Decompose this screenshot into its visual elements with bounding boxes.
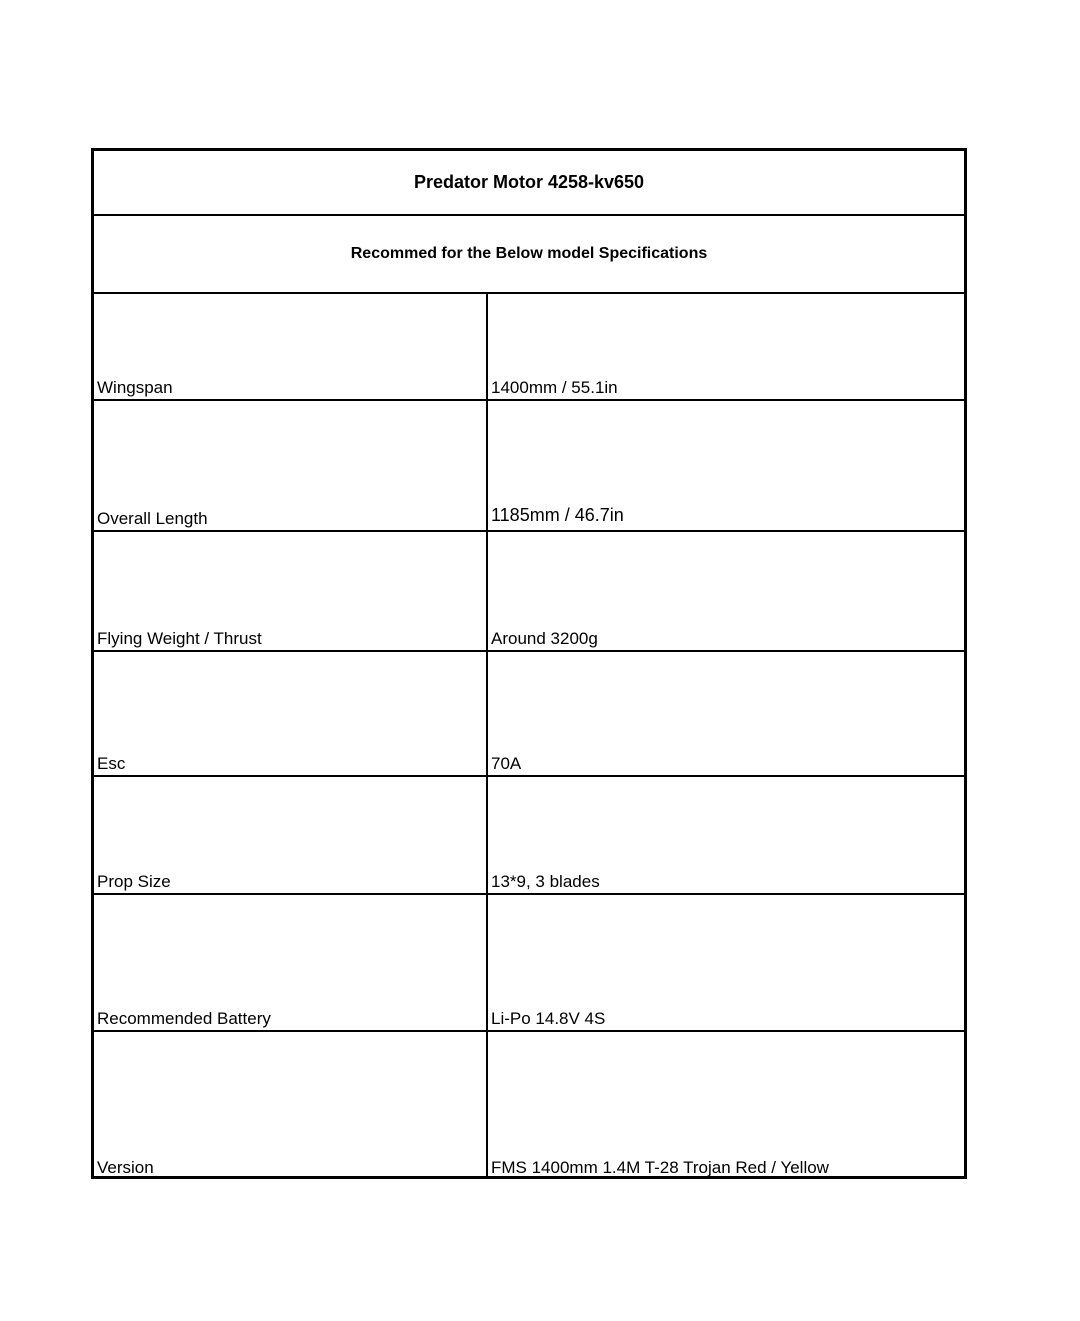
row-value-wingspan: 1400mm / 55.1in [491, 378, 618, 397]
table-row [94, 652, 964, 777]
row-label-version: Version [94, 1032, 488, 1179]
row-label-esc: Esc [94, 652, 488, 775]
row-value-battery: Li-Po 14.8V 4S [491, 1009, 606, 1028]
row-label-wingspan: Wingspan [94, 294, 488, 399]
row-label-overall-length: Overall Length [94, 401, 488, 530]
row-label-battery: Recommended Battery [94, 895, 488, 1030]
table-row [94, 532, 964, 652]
row-value-overall-length: 1185mm / 46.7in [491, 505, 624, 525]
table-subtitle: Recommed for the Below model Specifications [94, 216, 964, 294]
table-title: Predator Motor 4258-kv650 [94, 151, 964, 216]
table-row [94, 895, 964, 1032]
table-row [94, 294, 964, 401]
table-row [94, 1032, 964, 1179]
row-value-prop-size: 13*9, 3 blades [491, 872, 600, 891]
spec-table [91, 148, 967, 1179]
row-label-flying-weight: Flying Weight / Thrust [94, 532, 488, 650]
row-label-prop-size: Prop Size [94, 777, 488, 893]
table-row [94, 401, 964, 532]
row-value-version: FMS 1400mm 1.4M T-28 Trojan Red / Yellow [491, 1158, 829, 1177]
table-row [94, 777, 964, 895]
row-value-flying-weight: Around 3200g [491, 629, 598, 648]
row-value-esc: 70A [491, 754, 522, 773]
